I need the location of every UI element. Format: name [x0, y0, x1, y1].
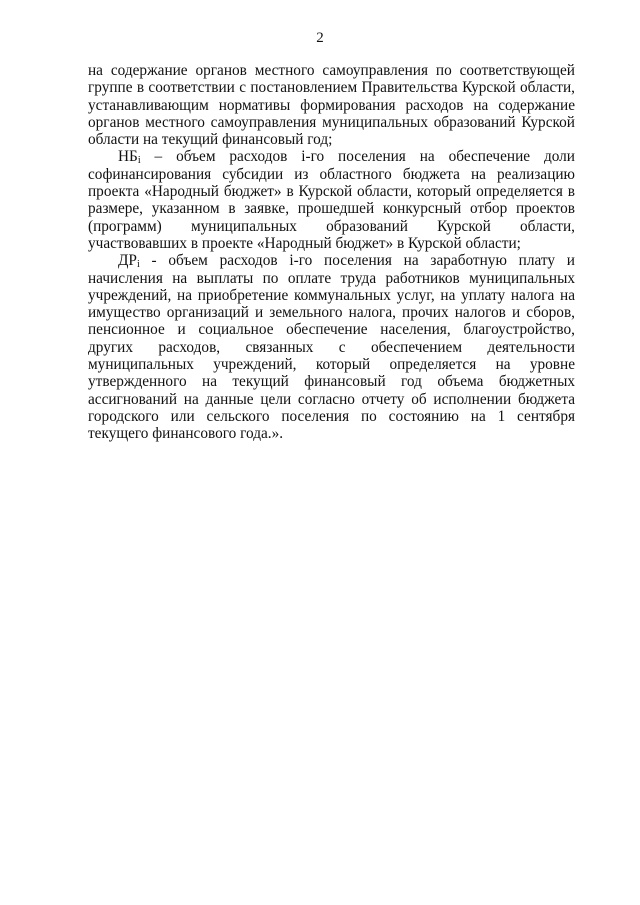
term-symbol: НБ [118, 148, 138, 166]
paragraph-nb-definition [88, 148, 575, 252]
paragraph-text: - объем расходов i-го поселения на заработную плату и начисления на выплаты по оплате труда работников муниципальных учреждений, на приобретение коммунальных услуг, на уплату налога на имущество организаций и земельного налога, прочих налогов и сборов, пенсионное и социальное обеспечение населения, благоустройство, других расходов, связанных с обеспечением деятельности муниципальных учреждений, который определяется на уровне утвержденного на текущий финансовый год объема бюджетных ассигнований на данные цели согласно отчету об исполнении бюджета городского или сельского поселения по состоянию на 1 сентября текущего финансового года.». [88, 252, 575, 443]
paragraph-text: – объем расходов i-го поселения на обеспечение доли софинансирования субсидии из областного бюджета на реализацию проекта «Народный бюджет» в Курской области, который определяется в размере, указанном в заявке, прошедшей конкурсный отбор проектов (программ) муниципальных образований Курской области, участвовавших в проекте «Народный бюджет» в Курской области; [88, 148, 575, 252]
paragraph-continuation [88, 62, 575, 148]
term-symbol: ДР [118, 252, 137, 270]
page-number: 2 [316, 30, 324, 46]
document-body [88, 62, 575, 443]
paragraph-dr-definition [88, 252, 575, 442]
term-subscript: i [136, 259, 140, 271]
paragraph-text: на содержание органов местного самоуправления по соответствующей группе в соответствии с постановлением Правительства Курской области, устанавливающим нормативы формирования расходов на содержание органов местного самоуправления муниципальных образований Курской области на текущий финансовый год; [88, 62, 575, 149]
term-subscript: i [137, 155, 141, 167]
